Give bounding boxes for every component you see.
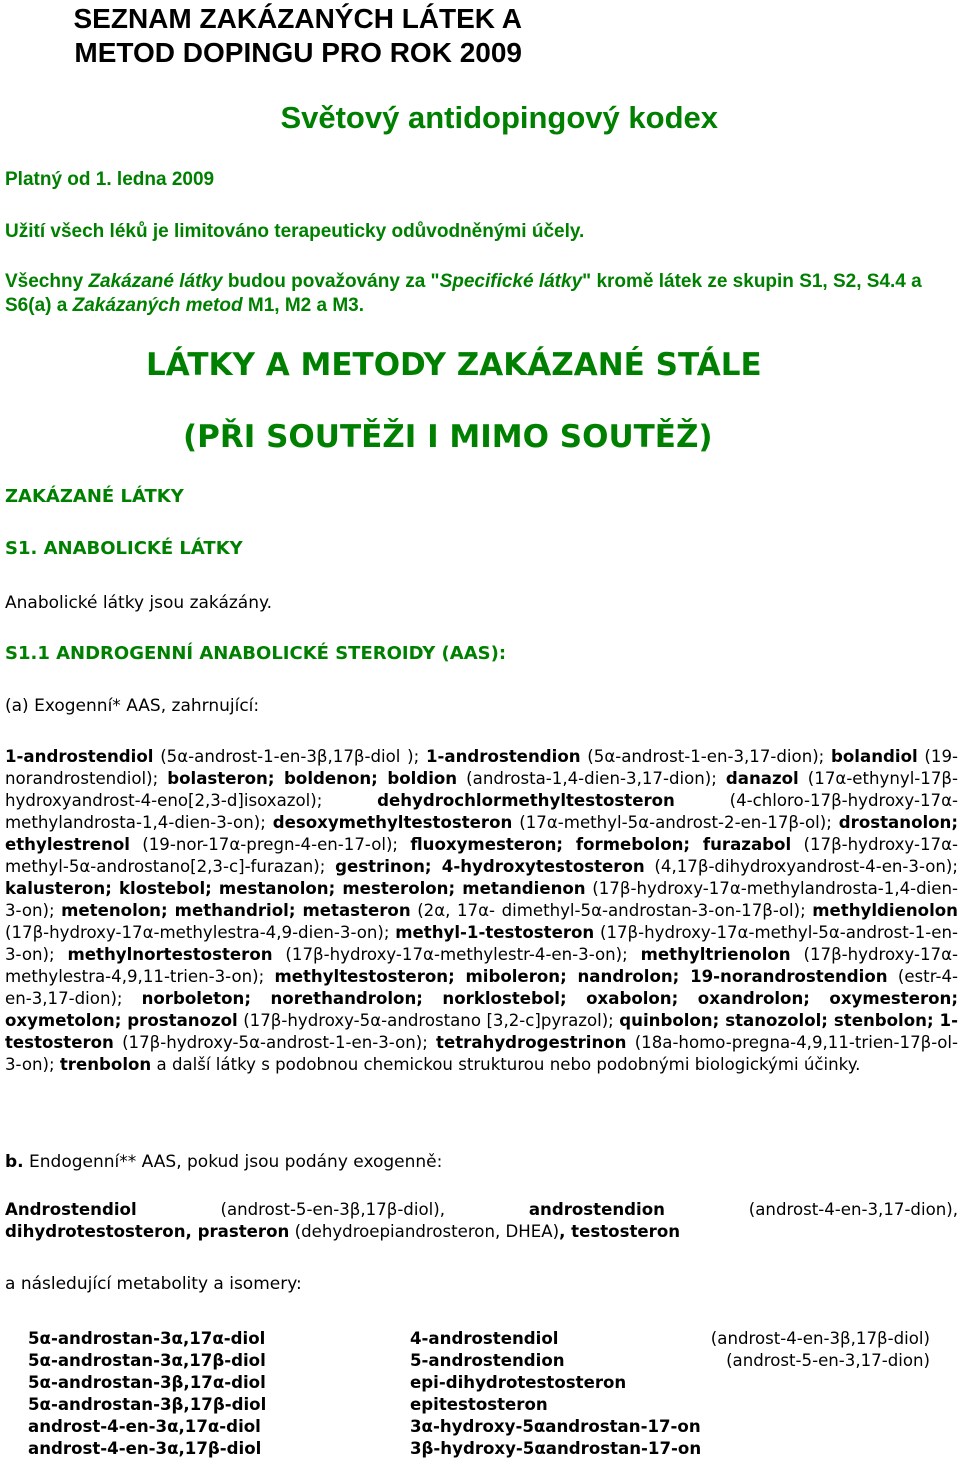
list-item: 5α-androstan-3α,17α-diol (28, 1329, 266, 1348)
list-item: 5α-androstan-3α,17β-diol (28, 1351, 266, 1370)
substance-formula: (5α-androst-1-en-3,17-dion); (580, 747, 832, 766)
substance-formula: (4-chloro-17β-hydroxy-17α-methylandrosta-1,4-dien-3-on); (5, 791, 958, 832)
note-text: Všechny (5, 271, 89, 292)
s1-intro: Anabolické látky jsou zakázány. (5, 593, 273, 613)
substance-formula: (androst-4-en-3,17-dion), (664, 1200, 958, 1219)
substance-formula: (17β-hydroxy-17α-methylandrosta-1,4-dien-3-on); (5, 879, 958, 920)
substance-formula: (5α-androst-1-en-3β,17β-diol ); (153, 747, 426, 766)
note-text: M1, M2 a M3. (242, 295, 365, 316)
substance-name: danazol (725, 769, 799, 788)
list-item: 3α-hydroxy-5αandrostan-17-on (410, 1417, 701, 1436)
substance-name: androstendion (528, 1200, 665, 1219)
substance-name: kalusteron; klostebol; mestanolon; mesterolon; metandienon (5, 879, 586, 898)
substance-name: norboleton; norethandrolon; norklostebol; oxabolon; oxandrolon; oxymesteron; oxymetolon; prostanozol (5, 989, 958, 1030)
list-item: 3β-hydroxy-5αandrostan-17-on (410, 1439, 702, 1458)
substance-formula: (17β-hydroxy-17α-methyl-5α-androst-1-en-3-on); (5, 923, 959, 964)
limit-note: Užití všech léků je limitováno terapeuticky odůvodněnými účely. (5, 221, 585, 242)
list-item: 4-androstendiol (410, 1329, 559, 1348)
substance-name: drostanolon; ethylestrenol (5, 813, 959, 854)
substance-formula: (17β-hydroxy-5α-androstano [3,2-c]pyrazol); (237, 1011, 620, 1030)
metabolites-intro: a následující metabolity a isomery: (5, 1274, 302, 1294)
substance-name: bolasteron; boldenon; boldion (167, 769, 458, 788)
note-emphasis: Zakázaných metod (72, 295, 243, 316)
endogenous-aas-line2 (5, 1221, 958, 1243)
substance-formula: (17β-hydroxy-17α-methylestr-4-en-3-on); (272, 945, 641, 964)
list-item: 5α-androstan-3β,17β-diol (28, 1395, 267, 1414)
section-title-line2: (PŘI SOUTĚŽI I MIMO SOUTĚŽ) (183, 419, 713, 455)
effective-date: Platný od 1. ledna 2009 (5, 169, 215, 190)
substance-name: quinbolon; stanozolol; stenbolon; 1-testosteron (5, 1011, 958, 1052)
list-item: 5α-androstan-3β,17α-diol (28, 1373, 266, 1392)
substance-name: 1-androstendion (425, 747, 581, 766)
substance-formula: (18a-homo-pregna-4,9,11-trien-17β-ol-3-on); (5, 1033, 958, 1074)
substance-formula: (19-norandrostendiol); (5, 747, 958, 788)
substance-name: metenolon; methandriol; metasteron (61, 901, 411, 920)
substance-name: methylnortestosteron (67, 945, 273, 964)
b-label: b. (5, 1152, 24, 1172)
substance-name: Androstendiol (5, 1200, 137, 1219)
substance-name: fluoxymesteron; formebolon; furazabol (410, 835, 792, 854)
s1-1-heading: S1.1 ANDROGENNÍ ANABOLICKÉ STEROIDY (AAS): (5, 643, 507, 664)
list-item: 5-androstendion (410, 1351, 565, 1370)
substance-formula: (17β-hydroxy-17α-methylestra-4,9-dien-3-on); (5, 923, 396, 942)
note-emphasis: Zakázané látky (88, 271, 223, 292)
substance-formula: (17β-hydroxy-17α-methyl-5α-androstano[2,3-c]-furazan); (5, 835, 958, 876)
substance-name: dihydrotestosteron, prasteron (5, 1222, 290, 1241)
substance-formula: (estr-4-en-3,17-dion); (5, 967, 958, 1008)
metabolites-column-1 (28, 1328, 266, 1460)
list-item: androst-4-en-3α,17β-diol (28, 1439, 262, 1458)
substance-name: gestrinon; 4-hydroxytestosteron (335, 857, 645, 876)
substance-name: bolandiol (831, 747, 918, 766)
substance-formula: (androsta-1,4-dien-3,17-dion); (457, 769, 726, 788)
list-item: (androst-4-en-3β,17β-diol) (710, 1329, 930, 1348)
substance-formula: (17α-methyl-5α-androst-2-en-17β-ol); (512, 813, 839, 832)
substance-formula: (2α, 17α- dimethyl-5α-androstan-3-on-17β-ol); (410, 901, 813, 920)
list-item: epi-dihydrotestosteron (410, 1373, 627, 1392)
list-item: epitestosteron (410, 1395, 548, 1414)
s1-heading: S1. ANABOLICKÉ LÁTKY (5, 538, 243, 559)
substance-formula: (androst-5-en-3β,17β-diol), (136, 1200, 529, 1219)
substance-name: 1-androstendiol (5, 747, 154, 766)
note-emphasis: Specifické látky (439, 271, 583, 292)
note-text: " kromě látek ze skupin S1, S2, S4.4 a S6(a) a (5, 271, 922, 316)
exogenous-aas-list (5, 746, 958, 1076)
endogenous-aas-intro (5, 1151, 442, 1173)
substance-name: dehydrochlormethyltestosteron (377, 791, 675, 810)
prohibited-substances-heading: ZAKÁZANÉ LÁTKY (5, 486, 184, 507)
substance-name: desoxymethyltestosteron (272, 813, 513, 832)
substance-name: methyldienolon (812, 901, 958, 920)
substance-name: , testosteron (559, 1222, 681, 1241)
substance-name: methyltestosteron; miboleron; nandrolon; 19-norandrostendion (274, 967, 888, 986)
substance-formula: a další látky s podobnou chemickou strukturou nebo podobnými biologickými účinky. (151, 1055, 861, 1074)
list-item: (androst-5-en-3,17-dion) (726, 1351, 930, 1370)
endogenous-aas-line1 (5, 1199, 958, 1221)
substance-name: tetrahydrogestrinon (436, 1033, 627, 1052)
metabolites-column-2 (410, 1328, 701, 1460)
substance-formula: (19-nor-17α-pregn-4-en-17-ol); (129, 835, 411, 854)
substance-formula: (17α-ethynyl-17β-hydroxyandrost-4-eno[2,3-d]isoxazol); (5, 769, 958, 810)
document-title: SEZNAM ZAKÁZANÝCH LÁTEK A METOD DOPINGU PRO ROK 2009 (73, 3, 522, 68)
exogenous-aas-intro: (a) Exogenní* AAS, zahrnující: (5, 696, 260, 716)
substance-name: methyl-1-testosteron (395, 923, 595, 942)
substance-formula: (17β-hydroxy-17α-methylestra-4,9,11-trien-3-on); (5, 945, 958, 986)
substance-name: methyltrienolon (640, 945, 791, 964)
substance-formula: (4,17β-dihydroxyandrost-4-en-3-on); (644, 857, 958, 876)
substance-name: trenbolon (59, 1055, 152, 1074)
substance-formula: (dehydroepiandrosteron, DHEA) (289, 1222, 560, 1241)
substance-formula: (17β-hydroxy-5α-androst-1-en-3-on); (113, 1033, 437, 1052)
b-intro-text: Endogenní** AAS, pokud jsou podány exogenně: (23, 1152, 443, 1172)
list-item: androst-4-en-3α,17α-diol (28, 1417, 261, 1436)
specific-substances-note (5, 270, 957, 318)
metabolites-column-3 (688, 1328, 930, 1372)
document-subtitle: Světový antidopingový kodex (280, 100, 718, 135)
note-text: budou považovány za " (222, 271, 440, 292)
section-title-line1: LÁTKY A METODY ZAKÁZANÉ STÁLE (146, 347, 762, 383)
